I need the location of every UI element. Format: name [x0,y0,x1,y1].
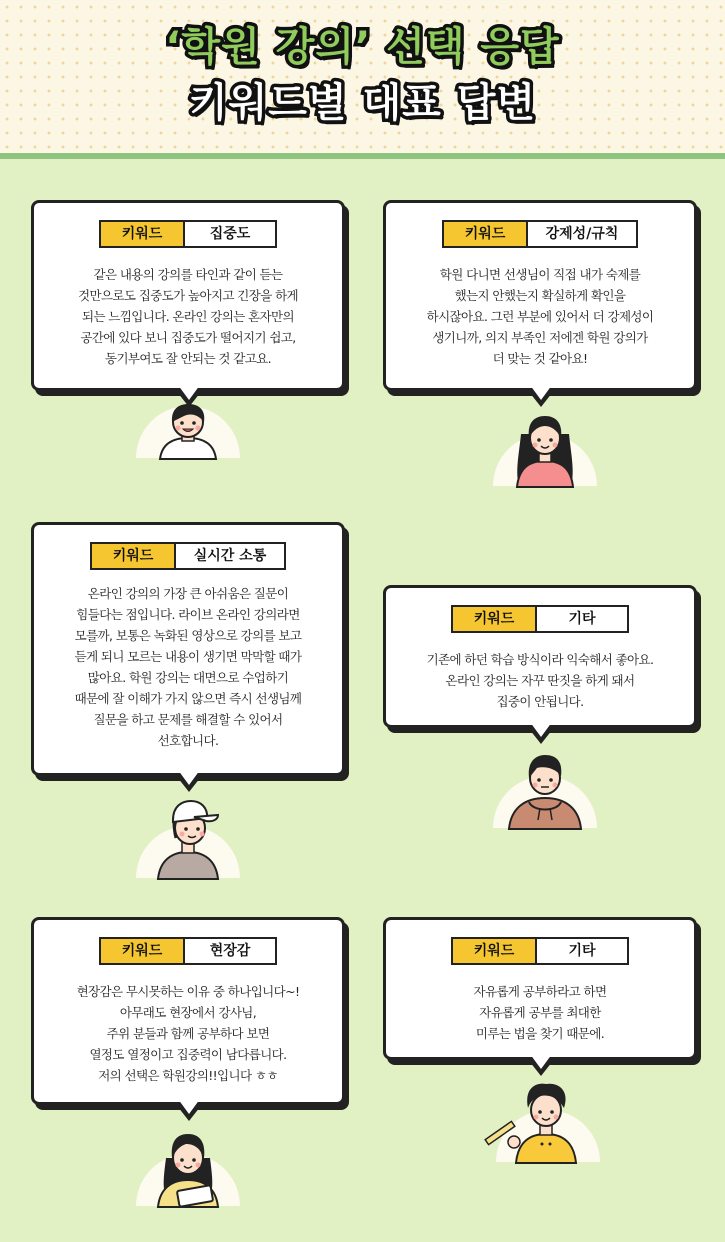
answer-line: 공간에 있다 보니 집중도가 떨어지기 쉽고, [80,330,296,345]
answer-card-realtime [31,522,345,776]
keyword-label: 키워드 [453,607,537,631]
answer-line: 미루는 법을 찾기 때문에. [475,1026,605,1041]
keyword-tag [386,605,694,631]
answer-card-enforcement [383,200,697,391]
keyword-tag [386,937,694,963]
keyword-label: 키워드 [101,939,185,963]
header-divider [0,153,725,159]
keyword-value: 기타 [537,939,627,963]
answer-line: 열정도 열정이고 집중력이 남다릅니다. [89,1047,287,1062]
keyword-value: 강제성/규칙 [528,222,636,246]
answer-text [48,583,328,751]
keyword-value: 현장감 [185,939,275,963]
person-writing-icon [128,1122,248,1208]
answer-line: 동기부여도 잘 안되는 것 같고요. [104,351,272,366]
keyword-label: 키워드 [453,939,537,963]
answer-line: 온라인 강의는 자꾸 딴짓을 하게 돼서 [445,673,635,688]
speech-tail [526,1057,556,1076]
answer-line: 아무래도 현장에서 강사님, [119,1005,257,1020]
answer-line: 기존에 하던 학습 방식이라 익숙해서 좋아요. [426,652,654,667]
answer-text [400,981,680,1044]
answer-line: 온라인 강의의 가장 큰 아쉬움은 질문이 [87,586,289,601]
keyword-label: 키워드 [444,222,528,246]
answer-text [48,264,328,369]
keyword-value: 집중도 [185,222,275,246]
answer-line: 힘들다는 점입니다. 라이브 온라인 강의라면 [76,607,300,622]
answer-line: 같은 내용의 강의를 타인과 같이 듣는 [93,267,283,282]
answer-text [400,649,680,712]
page-title-line1: ‘학원 강의’ 선택 응답 [165,24,560,70]
person-white-shirt-icon [128,404,248,460]
person-hoodie-icon [485,746,605,830]
answer-line: 하시잖아요. 그런 부분에 있어서 더 강제성이 [426,309,654,324]
answer-line: 때문에 잘 이해가 가지 않으면 즉시 선생님께 [74,691,302,706]
answer-line: 자유롭게 공부를 최대한 [479,1005,601,1020]
answer-line: 집중이 안됩니다. [496,694,584,709]
answer-line: 주위 분들과 함께 공부하다 보면 [106,1026,270,1041]
answer-line: 학원 다니면 선생님이 직접 내가 숙제를 [439,267,641,282]
speech-tail [526,725,556,744]
keyword-label: 키워드 [92,544,176,568]
answer-line: 많아요. 학원 강의는 대면으로 수업하기 [87,670,289,685]
person-yellow-shirt-icon [478,1078,608,1164]
keyword-tag [34,937,342,963]
keyword-tag [386,220,694,246]
answer-text [48,981,328,1086]
keyword-value: 실시간 소통 [176,544,284,568]
answer-line: 현장감은 무시못하는 이유 중 하나입니다~! [76,984,300,999]
answer-card-other-2 [383,917,697,1060]
answer-line: 생기니까, 의지 부족인 저에겐 학원 강의가 [432,330,648,345]
answer-line: 모를까, 보통은 녹화된 영상으로 강의를 보고 [74,628,302,643]
answer-line: 했는지 안했는지 확실하게 확인을 [454,288,626,303]
person-pink-shirt-icon [485,404,605,488]
answer-line: 저의 선택은 학원강의!!입니다 ㅎㅎ [98,1068,278,1083]
answer-line: 듣게 되니 모르는 내용이 생기면 막막할 때가 [74,649,302,664]
answer-line: 되는 느낌입니다. 온라인 강의는 혼자만의 [82,309,294,324]
keyword-tag [34,220,342,246]
keyword-label: 키워드 [101,222,185,246]
keyword-tag [34,542,342,568]
keyword-value: 기타 [537,607,627,631]
answer-line: 선호합니다. [157,733,219,748]
answer-line: 질문을 하고 문제를 해결할 수 있어서 [93,712,283,727]
answer-line: 것만으로도 집중도가 높아지고 긴장을 하게 [77,288,299,303]
speech-tail [174,773,204,792]
speech-tail [174,1102,204,1121]
answer-text [400,264,680,369]
answer-card-concentration [31,200,345,391]
answer-line: 자유롭게 공부하라고 하면 [473,984,607,999]
answer-line: 더 맞는 것 같아요! [492,351,588,366]
answer-card-other-1 [383,585,697,728]
answer-card-presence [31,917,345,1105]
page-title-line2: 키워드별 대표 답변 [189,80,536,126]
person-cap-icon [128,796,248,880]
